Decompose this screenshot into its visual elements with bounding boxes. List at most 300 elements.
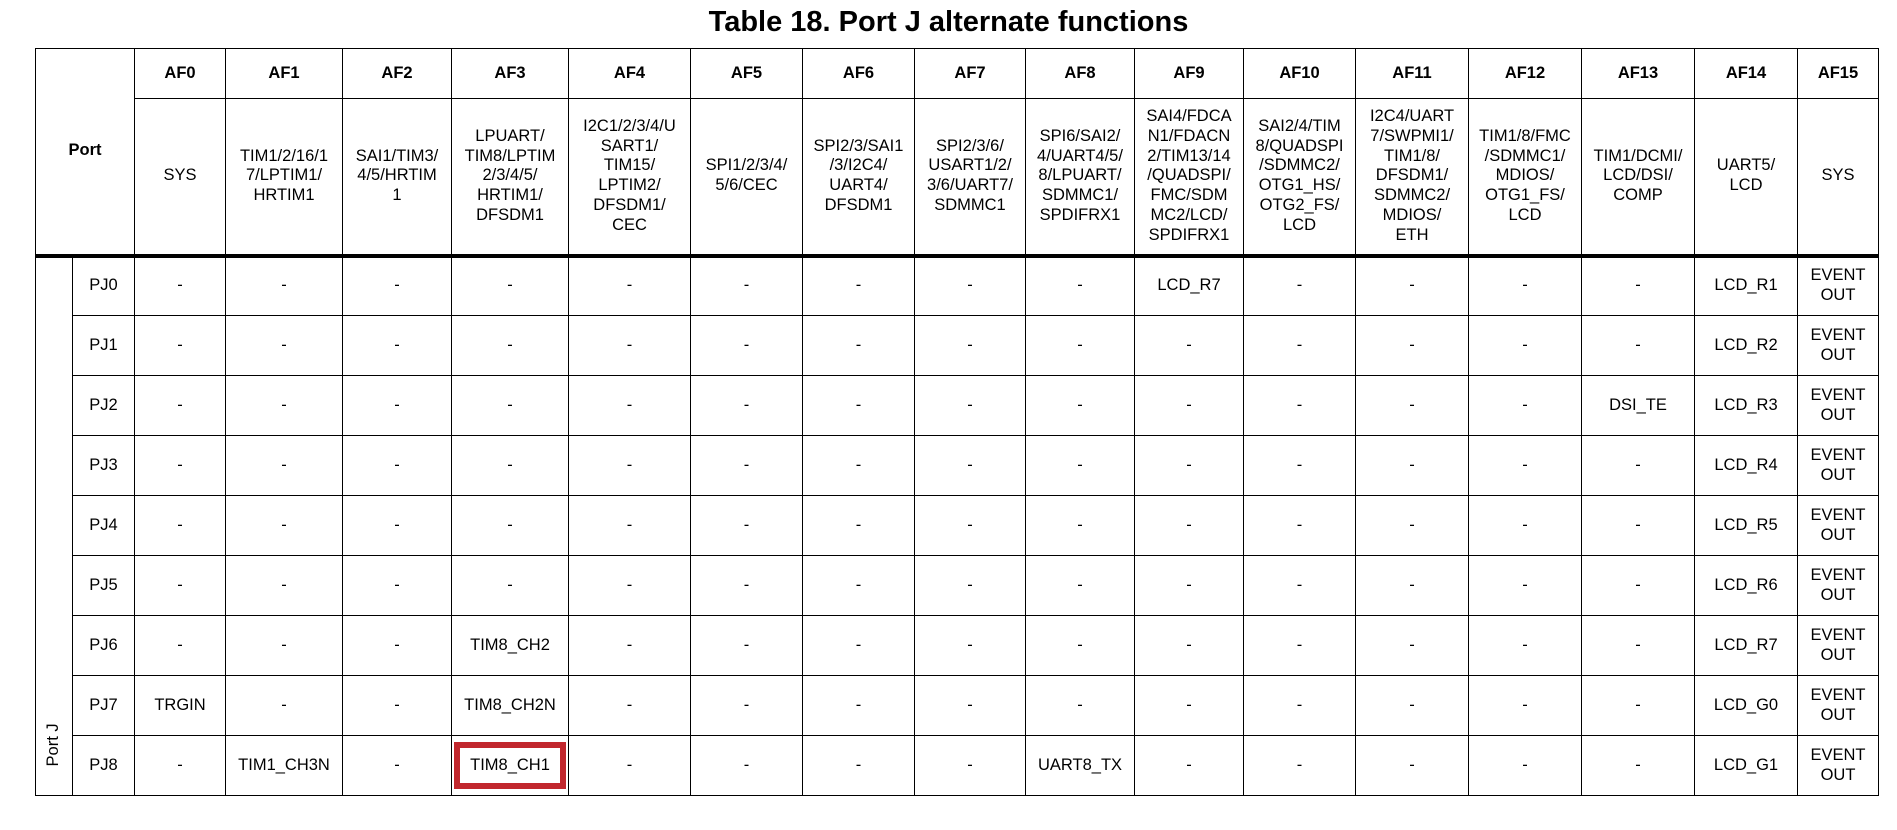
table-row [36,256,1879,316]
function-value: - [855,455,862,474]
function-cell [452,316,569,376]
function-value: - [1522,515,1528,534]
function-cell [1582,256,1695,316]
function-value: - [1296,276,1303,295]
function-cell [915,616,1026,676]
function-cell [135,676,226,736]
function-value: - [1186,335,1192,354]
function-cell [1356,496,1469,556]
function-value: LCD_R7 [1714,635,1778,654]
function-cell [226,436,343,496]
function-cell [452,676,569,736]
function-cell [1798,676,1879,736]
function-cell [343,376,452,436]
function-cell [1695,676,1798,736]
af-function-header: SPI1/2/3/4/ 5/6/CEC [691,99,803,256]
function-value: - [1409,335,1415,354]
function-value: - [1296,455,1303,474]
function-cell [1798,316,1879,376]
af-header-af3: AF3 [452,49,569,99]
function-cell [1356,256,1469,316]
function-value: - [507,455,513,474]
function-value: - [967,395,973,414]
function-cell [915,436,1026,496]
function-value: - [394,276,400,295]
function-value: - [1077,575,1083,594]
function-value: - [1522,335,1528,354]
function-cell [452,616,569,676]
function-value: - [855,335,862,354]
function-value: - [743,455,750,474]
function-cell [1244,676,1356,736]
af-header-af11: AF11 [1356,49,1469,99]
pin-name: PJ0 [73,256,135,316]
function-cell [1244,376,1356,436]
function-cell [226,736,343,796]
function-value: - [394,455,400,474]
af-function-header: TIM1/8/FMC /SDMMC1/ MDIOS/ OTG1_FS/ LCD [1469,99,1582,256]
function-cell [1469,676,1582,736]
function-cell [135,376,226,436]
function-value: DSI_TE [1609,395,1667,414]
function-value: EVENT OUT [1810,445,1866,484]
af-function-header: SYS [135,99,226,256]
function-cell [1582,736,1695,796]
pin-name: PJ5 [73,556,135,616]
af-header-af12: AF12 [1469,49,1582,99]
function-value: - [855,515,862,534]
function-cell [1026,376,1135,436]
function-value: UART8_TX [1037,755,1123,774]
function-cell [691,256,803,316]
function-value: - [1186,755,1192,774]
function-value: - [394,695,400,714]
function-value: LCD_G1 [1713,755,1779,774]
function-value: LCD_R6 [1714,575,1778,594]
table-row [36,676,1879,736]
function-cell [1469,736,1582,796]
function-cell [1469,316,1582,376]
function-value: - [1077,455,1083,474]
function-cell [1356,616,1469,676]
function-value: EVENT OUT [1810,685,1866,724]
function-cell [569,376,691,436]
function-cell [1026,676,1135,736]
function-cell [803,316,915,376]
function-cell [1356,316,1469,376]
function-cell [1469,556,1582,616]
function-value: LCD_R4 [1714,455,1778,474]
function-value: EVENT OUT [1810,505,1866,544]
af-function-header: LPUART/ TIM8/LPTIM 2/3/4/5/ HRTIM1/ DFSDM1 [452,99,569,256]
table-row [36,556,1879,616]
function-value: - [177,395,183,414]
port-group-cell [36,256,73,796]
function-cell [569,676,691,736]
function-value: - [1522,755,1528,774]
function-value: LCD_G0 [1713,695,1779,714]
table-title: Table 18. Port J alternate functions [708,6,1189,38]
function-value: - [855,575,862,594]
function-cell [1356,676,1469,736]
function-cell [1469,616,1582,676]
function-value: - [507,575,513,594]
function-cell [452,556,569,616]
function-cell [1798,256,1879,316]
function-value: EVENT OUT [1810,625,1866,664]
function-cell [452,496,569,556]
function-cell [452,436,569,496]
af-function-header: SPI2/3/6/ USART1/2/ 3/6/UART7/ SDMMC1 [915,99,1026,256]
af-function-header: TIM1/2/16/1 7/LPTIM1/ HRTIM1 [226,99,343,256]
function-cell [226,676,343,736]
function-cell [569,316,691,376]
function-cell [569,556,691,616]
function-value: - [177,755,183,774]
function-cell [691,736,803,796]
af-header-af10: AF10 [1244,49,1356,99]
function-cell [1135,616,1244,676]
function-cell [691,616,803,676]
af-function-header: UART5/ LCD [1695,99,1798,256]
function-value: - [626,575,633,594]
af-header-af7: AF7 [915,49,1026,99]
function-value: - [507,276,513,295]
function-cell [1356,556,1469,616]
function-cell [1695,736,1798,796]
function-value: - [1077,635,1083,654]
function-value: - [626,635,633,654]
function-value: - [1522,455,1528,474]
function-cell [1026,496,1135,556]
function-cell [1582,436,1695,496]
function-value: - [1077,515,1083,534]
function-value: - [855,695,862,714]
function-value: - [743,635,750,654]
function-cell [569,256,691,316]
function-value: - [1077,335,1083,354]
function-value: - [394,395,400,414]
function-value: - [1635,335,1641,354]
function-cell [135,436,226,496]
function-value: - [743,575,750,594]
function-cell [1244,616,1356,676]
function-value: - [743,695,750,714]
function-value: - [1296,575,1303,594]
function-value: - [1635,276,1641,295]
function-cell [1798,736,1879,796]
function-cell [1695,256,1798,316]
function-cell [343,496,452,556]
function-cell [1469,376,1582,436]
function-value: - [1186,455,1192,474]
function-cell [915,256,1026,316]
af-header-af2: AF2 [343,49,452,99]
function-cell [1135,436,1244,496]
function-value: - [855,276,862,295]
function-cell [226,616,343,676]
function-value: - [967,335,973,354]
function-value: - [967,635,973,654]
function-cell [691,556,803,616]
function-cell [1695,376,1798,436]
function-value: - [507,335,513,354]
af-header-af1: AF1 [226,49,343,99]
function-value: - [1296,695,1303,714]
port-column-header: Port [36,49,135,256]
function-value: - [1635,635,1641,654]
function-value: - [281,515,287,534]
function-cell [1135,736,1244,796]
af-function-header: I2C1/2/3/4/U SART1/ TIM15/ LPTIM2/ DFSDM1/ CEC [569,99,691,256]
function-value: - [855,395,862,414]
function-cell [1582,316,1695,376]
function-value: EVENT OUT [1810,325,1866,364]
function-value: - [177,575,183,594]
function-cell [1798,556,1879,616]
function-value: - [1409,276,1415,295]
af-function-header: SAI1/TIM3/ 4/5/HRTIM 1 [343,99,452,256]
function-cell [691,436,803,496]
function-value: - [281,276,287,295]
function-value: - [1635,515,1641,534]
function-value: - [743,755,750,774]
function-cell [569,616,691,676]
pin-name: PJ3 [73,436,135,496]
table-row [36,436,1879,496]
table-row [36,316,1879,376]
function-value: - [507,515,513,534]
function-cell [569,436,691,496]
function-value: - [177,515,183,534]
function-value: - [1635,755,1641,774]
function-value: EVENT OUT [1810,385,1866,424]
function-value: - [855,635,862,654]
function-cell [1798,436,1879,496]
function-cell [1026,616,1135,676]
function-value: - [1296,635,1303,654]
function-value: - [626,455,633,474]
function-cell [1469,496,1582,556]
function-cell [135,556,226,616]
function-value: - [1522,575,1528,594]
function-value: - [626,755,633,774]
function-cell [1244,736,1356,796]
pin-name: PJ4 [73,496,135,556]
function-value: - [1409,515,1415,534]
function-cell [1135,316,1244,376]
function-value: - [394,755,400,774]
function-cell [452,736,569,796]
function-value: EVENT OUT [1810,565,1866,604]
function-value: - [1077,695,1083,714]
pin-name: PJ1 [73,316,135,376]
table-row [36,496,1879,556]
function-value: LCD_R1 [1714,276,1778,295]
highlighted-function: TIM8_CH1 [454,742,566,788]
function-value: - [1296,755,1303,774]
af-function-header: SPI2/3/SAI1 /3/I2C4/ UART4/ DFSDM1 [803,99,915,256]
function-cell [1026,256,1135,316]
function-cell [135,256,226,316]
function-cell [1244,316,1356,376]
function-cell [1798,616,1879,676]
function-value: - [1522,395,1528,414]
function-value: - [1296,395,1303,414]
function-value: - [281,395,287,414]
function-cell [1695,496,1798,556]
function-value: - [1635,575,1641,594]
function-cell [1026,436,1135,496]
function-cell [226,316,343,376]
function-value: - [967,515,973,534]
function-cell [915,736,1026,796]
function-cell [915,316,1026,376]
table-row [36,736,1879,796]
af-header-af9: AF9 [1135,49,1244,99]
function-value: - [1522,276,1528,295]
af-header-af6: AF6 [803,49,915,99]
function-value: - [967,695,973,714]
af-header-af13: AF13 [1582,49,1695,99]
function-value: - [967,276,973,295]
function-cell [1582,676,1695,736]
function-value: - [1409,755,1415,774]
function-cell [226,556,343,616]
function-cell [343,316,452,376]
pin-name: PJ2 [73,376,135,436]
pin-name: PJ7 [73,676,135,736]
function-value: - [1522,635,1528,654]
function-cell [803,256,915,316]
function-value: TIM8_CH2N [464,695,556,714]
function-value: - [1186,515,1192,534]
pin-name: PJ8 [73,736,135,796]
function-cell [1026,736,1135,796]
function-value: - [743,395,750,414]
function-value: - [281,695,287,714]
function-cell [1244,436,1356,496]
function-value: TRGIN [154,695,206,714]
function-value: LCD_R2 [1714,335,1778,354]
function-value: - [394,635,400,654]
function-cell [803,496,915,556]
function-value: - [281,455,287,474]
function-cell [1026,316,1135,376]
function-value: - [177,276,183,295]
function-value: - [1186,395,1192,414]
function-cell [915,556,1026,616]
function-cell [915,676,1026,736]
af-header-af8: AF8 [1026,49,1135,99]
function-value: - [1186,575,1192,594]
function-value: - [1077,395,1083,414]
function-value: EVENT OUT [1810,745,1866,784]
port-group-label: Port J [44,723,63,767]
function-cell [343,436,452,496]
function-cell [803,436,915,496]
function-value: - [394,575,400,594]
af-header-af0: AF0 [135,49,226,99]
function-value: - [626,395,633,414]
pin-name: PJ6 [73,616,135,676]
function-cell [1135,676,1244,736]
function-value: TIM1_CH3N [238,755,330,774]
function-cell [1582,496,1695,556]
function-cell [691,496,803,556]
function-cell [803,676,915,736]
function-cell [1798,376,1879,436]
function-cell [569,736,691,796]
function-value: - [281,575,287,594]
function-value: - [626,515,633,534]
function-cell [343,256,452,316]
function-cell [1135,376,1244,436]
function-value: - [177,635,183,654]
af-function-header: SAI4/FDCA N1/FDACN 2/TIM13/14 /QUADSPI/ FMC/SDM MC2/LCD/ SPDIFRX1 [1135,99,1244,256]
function-value: - [743,335,750,354]
function-cell [135,316,226,376]
function-cell [1356,736,1469,796]
function-cell [1469,436,1582,496]
function-cell [803,556,915,616]
function-cell [915,496,1026,556]
function-value: - [967,575,973,594]
alternate-functions-table [35,48,1879,796]
function-cell [343,616,452,676]
function-value: LCD_R3 [1714,395,1778,414]
function-value: - [967,455,973,474]
function-value: - [281,335,287,354]
function-value: - [1296,515,1303,534]
function-value: - [1296,335,1303,354]
function-value: - [177,335,183,354]
function-value: - [1522,695,1528,714]
function-value: - [626,695,633,714]
function-value: - [626,276,633,295]
table-row [36,616,1879,676]
function-cell [803,616,915,676]
function-cell [691,376,803,436]
function-cell [1356,376,1469,436]
function-cell [1469,256,1582,316]
function-value: - [1635,695,1641,714]
function-value: EVENT OUT [1810,266,1866,305]
af-function-header: SAI2/4/TIM 8/QUADSPI /SDMMC2/ OTG1_HS/ OTG2_FS/ LCD [1244,99,1356,256]
function-value: - [626,335,633,354]
function-cell [1695,316,1798,376]
function-value: LCD_R7 [1157,276,1221,295]
function-value: TIM8_CH2 [470,635,550,654]
function-value: - [1077,276,1083,295]
af-header-af4: AF4 [569,49,691,99]
function-value: - [967,755,973,774]
function-cell [343,676,452,736]
function-value: - [1409,455,1415,474]
function-value: - [281,635,287,654]
function-cell [343,556,452,616]
function-cell [691,676,803,736]
function-cell [1135,256,1244,316]
function-cell [1695,616,1798,676]
table-row [36,376,1879,436]
function-value: - [1409,395,1415,414]
function-value: - [1186,635,1192,654]
function-value: - [394,335,400,354]
function-cell [691,316,803,376]
function-cell [1695,436,1798,496]
function-value: - [1409,695,1415,714]
